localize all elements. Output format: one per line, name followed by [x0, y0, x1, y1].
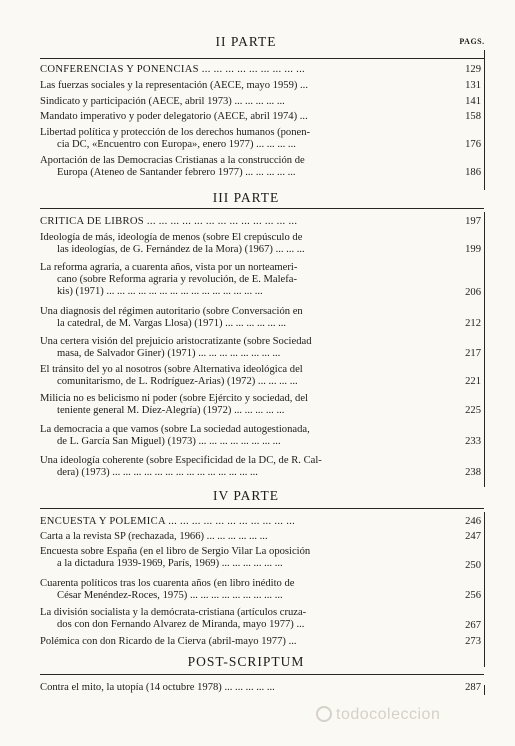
toc-page-number: 246	[465, 516, 481, 527]
toc-page-number: 176	[465, 139, 481, 150]
toc-entry: Ideología de más, ideología de menos (sobre El crepúsculo de las ideologías, de G. Fernández de la Mora) (1967) ... ... ...	[40, 232, 305, 256]
toc-page-number: 225	[465, 405, 481, 416]
toc-entry: Sindicato y participación (AECE, abril 1973) ... ... ... ... ...	[40, 96, 285, 107]
toc-page-number: 273	[465, 636, 481, 647]
toc-page-number: 131	[465, 80, 481, 91]
page-column-rule	[484, 212, 485, 487]
toc-entry: La reforma agraria, a cuarenta años, vista por un norteameri- cano (sobre Reforma agraria y revolución, de E. Malefa- kis) (1971) ... ... ... ... ... ... ... ... ... ... ... ... ... ... ...	[40, 262, 298, 298]
toc-entry: Una ideología coherente (sobre Especificidad de la DC, de R. Cal- dera) (1973) ... ... ... ... ... ... ... ... ... ... ... ... ... ...	[40, 455, 322, 479]
toc-page-number: 212	[465, 318, 481, 329]
toc-entry: CRITICA DE LIBROS ... ... ... ... ... ... ... ... ... ... ... ... ...	[40, 216, 298, 227]
section-rule	[40, 58, 484, 59]
toc-entry: ENCUESTA Y POLEMICA ... ... ... ... ... ... ... ... ... ... ...	[40, 516, 296, 527]
section-title: II PARTE	[215, 34, 277, 49]
toc-entry: Carta a la revista SP (rechazada, 1966) ... ... ... ... ... ...	[40, 531, 268, 542]
pages-column-header: PAGS.	[459, 37, 485, 46]
toc-page-number: 247	[465, 531, 481, 542]
toc-entry: Una certera visión del prejuicio aristocratizante (sobre Sociedad masa, de Salvador Giner) (1971) ... ... ... ... ... ... ... ...	[40, 336, 312, 360]
toc-entry: Las fuerzas sociales y la representación (AECE, mayo 1959) ...	[40, 80, 308, 91]
page-column-rule	[484, 685, 485, 695]
section-rule	[40, 508, 484, 509]
toc-entry: La división socialista y la demócrata-cristiana (artículos cruza- dos con don Fernando Alvarez de Miranda, mayo 1977) ...	[40, 607, 307, 631]
toc-entry: La democracia a que vamos (sobre La sociedad autogestionada, de L. García San Miguel) (1973) ... ... ... ... ... ... ... ...	[40, 424, 310, 448]
toc-entry: Una diagnosis del régimen autoritario (sobre Conversación en la catedral, de M. Vargas Llosa) (1971) ... ... ... ... ... ...	[40, 306, 303, 330]
toc-page-number: 158	[465, 111, 481, 122]
toc-page-number: 233	[465, 436, 481, 447]
section-title: IV PARTE	[212, 488, 280, 503]
toc-entry: El tránsito del yo al nosotros (sobre Alternativa ideológica del comunitarismo, de L. Rodríguez-Arias) (1972) ... ... ... ...	[40, 364, 303, 388]
toc-entry: Aportación de las Democracias Cristianas a la construcción de Europa (Ateneo de Santander febrero 1977) ... ... ... ... ...	[40, 155, 305, 179]
toc-page-number: 238	[465, 467, 481, 478]
toc-page-number: 129	[465, 64, 481, 75]
toc-page-number: 141	[465, 96, 481, 107]
toc-entry: CONFERENCIAS Y PONENCIAS ... ... ... ... ... ... ... ... ...	[40, 64, 306, 75]
toc-page-number: 197	[465, 216, 481, 227]
toc-page-number: 221	[465, 376, 481, 387]
toc-page-number: 199	[465, 244, 481, 255]
toc-entry: Milicia no es belicismo ni poder (sobre Ejército y sociedad, del teniente general M. Díez-Alegría) (1972) ... ... ... ... ...	[40, 393, 309, 417]
toc-entry: Contra el mito, la utopía (14 octubre 1978) ... ... ... ... ...	[40, 682, 275, 693]
toc-page-number: 250	[465, 560, 481, 571]
section-rule	[40, 208, 484, 209]
page-column-rule	[484, 512, 485, 667]
section-title: POST-SCRIPTUM	[187, 654, 305, 669]
section-rule	[40, 674, 484, 675]
toc-page-number: 256	[465, 590, 481, 601]
section-title: III PARTE	[212, 190, 280, 205]
toc-entry: Cuarenta políticos tras los cuarenta años (en libro inédito de César Menéndez-Roces, 1975) ... ... ... ... ... ... ... ... ...	[40, 578, 295, 602]
toc-entry: Mandato imperativo y poder delegatorio (AECE, abril 1974) ...	[40, 111, 308, 122]
page-column-rule	[484, 50, 485, 190]
toc-page-number: 186	[465, 167, 481, 178]
toc-page-number: 206	[465, 287, 481, 298]
toc-entry: Polémica con don Ricardo de la Cierva (abril-mayo 1977) ...	[40, 636, 297, 647]
toc-entry: Libertad política y protección de los derechos humanos (ponen- cia DC, «Encuentro con Europa», enero 1977) ... ... ... ...	[40, 127, 311, 151]
toc-page-number: 217	[465, 348, 481, 359]
toc-page-number: 267	[465, 620, 481, 631]
toc-entry: Encuesta sobre España (en el libro de Sergio Vilar La oposición a la dictadura 1939-1969, París, 1969) ... ... ... ... ... ...	[40, 546, 311, 570]
toc-page-number: 287	[465, 682, 481, 693]
todocoleccion-logo-icon	[316, 706, 332, 722]
watermark: todocoleccion	[316, 706, 440, 724]
